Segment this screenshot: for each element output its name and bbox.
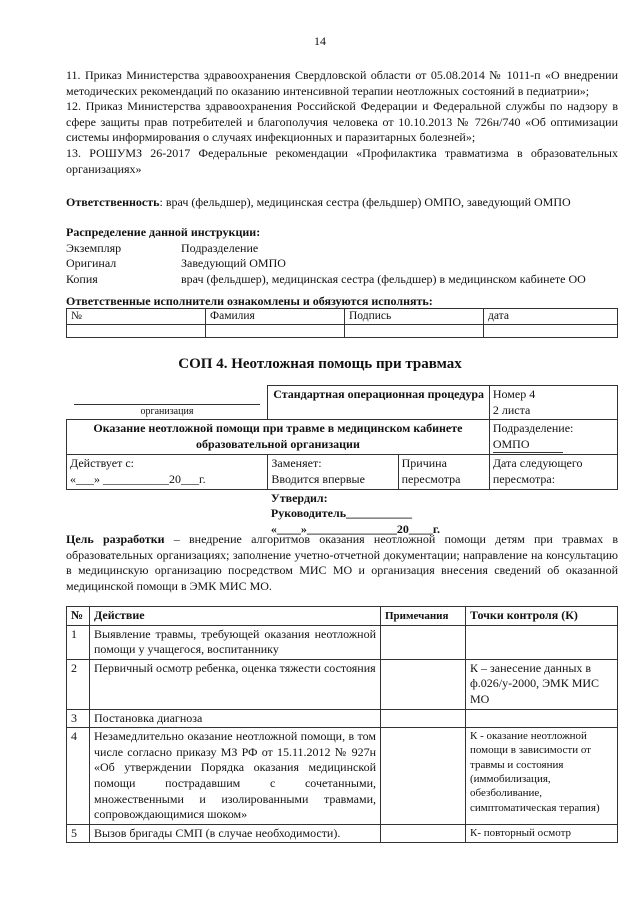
responsibility xyxy=(66,195,618,211)
column-header: Примечания xyxy=(381,607,466,626)
step-note xyxy=(381,659,466,709)
goal-text: – внедрение алгоритмов оказания неотложной помощи детям при травмах в образовательных организациях; заполнение учетно-отчетной документации; направление на консультацию в медицинскую организацию посредством МИС МО и организация внесения сведений об оказанной медицинской помощи в ЭМК МИС МО. xyxy=(66,532,618,593)
effective-value: «___» ___________20___г. xyxy=(70,471,206,486)
distribution-key: Копия xyxy=(66,271,98,286)
distribution-title: Распределение данной инструкции: xyxy=(66,225,261,239)
division-value: ОМПО xyxy=(493,437,563,454)
step-number: 1 xyxy=(67,625,90,659)
table-row xyxy=(67,324,618,337)
column-header: дата xyxy=(484,309,618,325)
next-review-cell: Дата следующего пересмотра: xyxy=(489,455,617,489)
org-label: организация xyxy=(140,406,194,418)
approve-head: Руководитель___________ xyxy=(270,506,413,521)
step-control xyxy=(466,625,618,659)
step-note xyxy=(381,824,466,843)
table-row xyxy=(67,709,618,728)
acquainted-table xyxy=(66,308,618,338)
step-note xyxy=(381,709,466,728)
references-list xyxy=(66,68,618,177)
replaces-value: Вводится впервые xyxy=(271,471,365,486)
page-number: 14 xyxy=(314,34,326,48)
procedure-title: Стандартная операционная процедура xyxy=(268,386,489,420)
distribution-value: Подразделение xyxy=(181,240,259,255)
step-action: Незамедлительно оказание неотложной помощи, в том числе согласно приказу МЗ РФ от 15.11.2012 № 927н «Об утверждении Порядка оказания медицинской помощи пострадавшим с сочетанными, множественными и изолированными травмами, сопровождающимися шоком» xyxy=(90,728,381,825)
column-header: № xyxy=(67,607,90,626)
column-header: Подпись xyxy=(345,309,484,325)
step-number: 3 xyxy=(67,709,90,728)
column-header: Точки контроля (К) xyxy=(466,607,618,626)
reason-cell: Причина пересмотра xyxy=(398,455,489,489)
step-action: Первичный осмотр ребенка, оценка тяжести состояния xyxy=(90,659,381,709)
sop-number: Номер 4 xyxy=(492,387,536,401)
table-header-row xyxy=(67,607,618,626)
distribution-row xyxy=(66,272,618,288)
step-note xyxy=(381,728,466,825)
distribution-value: Заведующий ОМПО xyxy=(181,256,286,271)
step-note xyxy=(381,625,466,659)
division-cell xyxy=(489,420,617,455)
sop-topic: Оказание неотложной помощи при травме в медицинском кабинете образовательной организации xyxy=(67,420,490,455)
distribution-row xyxy=(66,256,618,272)
step-control xyxy=(466,709,618,728)
number-cell xyxy=(489,386,617,420)
org-cell xyxy=(67,386,268,420)
effective-label: Действует с: xyxy=(70,456,134,471)
reference-item: 11. Приказ Министерства здравоохранения Свердловской области от 05.08.2014 № 1011-п «О внедрении методических рекомендаций по оказанию интенсивной терапии неотложных состояний в педиатрии»; xyxy=(66,68,618,98)
replaces-label: Заменяет: xyxy=(271,456,322,471)
table-row xyxy=(67,824,618,843)
table-row xyxy=(67,309,618,325)
sop-title: СОП 4. Неотложная помощь при травмах xyxy=(178,356,462,372)
distribution-key: Экземпляр xyxy=(66,240,122,255)
steps-table xyxy=(66,606,618,843)
reference-item: 12. Приказ Министерства здравоохранения Российской Федерации и Федеральной службы по надзору в сфере защиты прав потребителей и благополучия человека от 10.10.2013 № 726н/740 «Об оптимизации системы информирования о случаях инфекционных и паразитарных болезней»; xyxy=(66,99,618,145)
column-header: № xyxy=(67,309,206,325)
reference-item: 13. РОШУМЗ 26-2017 Федеральные рекомендации «Профилактика травматизма в образовательных организациях» xyxy=(66,145,618,176)
distribution-row xyxy=(66,241,618,257)
goal-paragraph xyxy=(66,532,618,594)
distribution-block xyxy=(66,225,618,287)
distribution-value: врач (фельдшер), медицинская сестра (фельдшер) в медицинском кабинете ОО xyxy=(181,271,586,286)
step-control: К - оказание неотложной помощи в зависимости от травмы и состояния (иммобилизация, обезболивание, симптоматическая терапия) xyxy=(466,728,618,825)
approve-title: Утвердил: xyxy=(270,490,328,505)
goal-label: Цель разработки xyxy=(66,532,165,546)
table-row xyxy=(67,625,618,659)
approve-block xyxy=(268,489,489,538)
table-row xyxy=(67,728,618,825)
division-label: Подразделение: xyxy=(492,421,574,436)
acquainted-title-text: Ответственные исполнители ознакомлены и обязуются исполнять: xyxy=(66,294,433,308)
column-header: Действие xyxy=(90,607,381,626)
step-control: К- повторный осмотр xyxy=(466,824,618,843)
distribution-key: Оригинал xyxy=(66,256,117,271)
approve-date: «____»_______________20____г. xyxy=(270,521,441,536)
step-control: К – занесение данных в ф.026/у-2000, ЭМК МИС МО xyxy=(466,659,618,709)
step-number: 5 xyxy=(67,824,90,843)
step-number: 4 xyxy=(67,728,90,825)
replaces-cell xyxy=(268,455,398,489)
responsibility-text: : врач (фельдшер), медицинская сестра (фельдшер) ОМПО, заведующий ОМПО xyxy=(159,195,571,209)
table-row xyxy=(67,659,618,709)
step-action: Вызов бригады СМП (в случае необходимости). xyxy=(90,824,381,843)
sop-header-table xyxy=(66,385,618,538)
step-action: Выявление травмы, требующей оказания неотложной помощи у учащегося, воспитаннику xyxy=(90,625,381,659)
column-header: Фамилия xyxy=(206,309,345,325)
responsibility-label: Ответственность xyxy=(66,195,160,209)
effective-cell xyxy=(67,455,268,489)
step-action: Постановка диагноза xyxy=(90,709,381,728)
step-number: 2 xyxy=(67,659,90,709)
sop-sheets: 2 листа xyxy=(492,402,531,417)
